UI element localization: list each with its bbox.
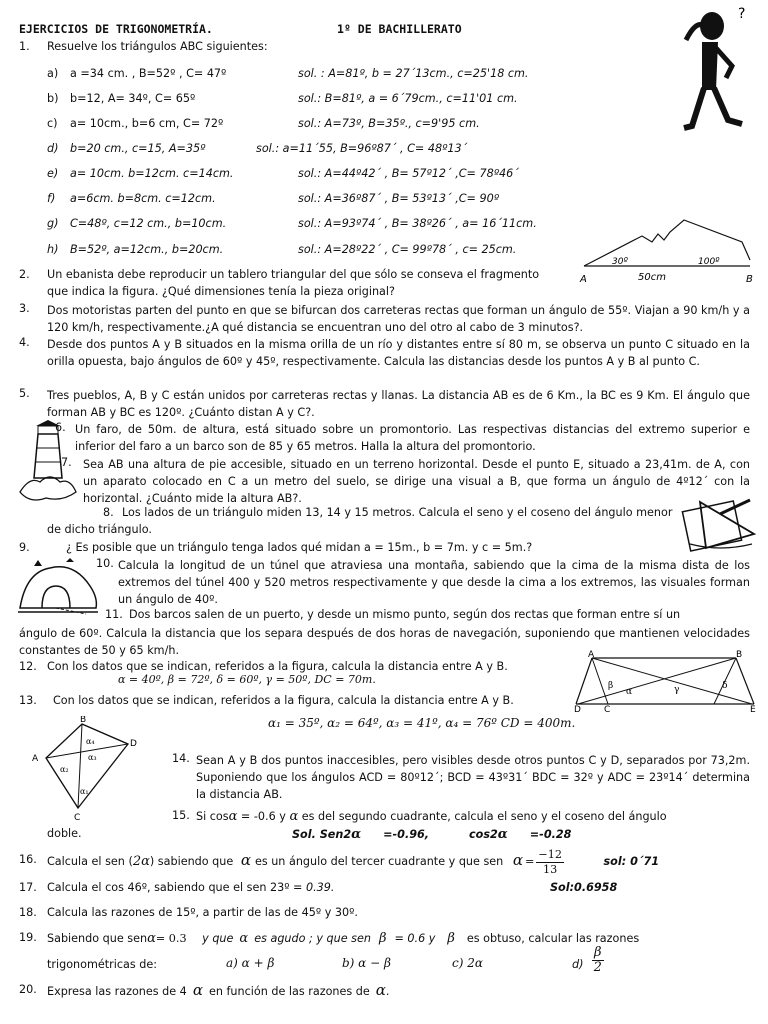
tunnel-mountain-icon — [16, 558, 100, 616]
q15-line2: doble. — [47, 827, 82, 840]
q1-item-label: a) — [47, 67, 59, 80]
q9-text: ¿ Es posible que un triángulo tenga lados qué midan a = 15m., b = 7m. y c = 5m.? — [66, 541, 533, 554]
q1-item-solution: sol.: A=93º74´ , B= 38º26´ , a= 16´11cm. — [298, 217, 537, 230]
q6-number: 6. — [55, 421, 66, 434]
q19-text: Sabiendo que sen — [47, 932, 148, 945]
q1-item-label: f) — [47, 192, 56, 205]
fraction — [536, 848, 564, 877]
figure-vertex-label: E — [750, 705, 756, 712]
q14-number: 14. — [172, 752, 190, 765]
q1-item-data: C=48º, c=12 cm., b=10cm. — [70, 217, 227, 230]
figure-vertex-label: D — [574, 705, 581, 712]
figure-angle-label: α — [626, 687, 633, 697]
q19-number: 19. — [19, 931, 37, 944]
q7-number: 7. — [61, 456, 72, 469]
q4-text: Desde dos puntos A y B situados en la misma orilla de un río y distantes entre sí 80 m, se observa un punto C situado en la orilla opuesta, bajo ángulos de 60º y 45º, respectivamente. Calcula las distancias desde los puntos A y B al punto C. — [47, 338, 750, 368]
q15-solution — [292, 827, 571, 842]
q1-item-solution: sol.: a=11´55, B=96º87´ , C= 48º13´ — [256, 142, 468, 155]
figure-angle-label: α₂ — [60, 765, 69, 774]
thinking-person-icon — [656, 4, 756, 136]
q19-text: y que — [202, 932, 234, 945]
q5-text: Tres pueblos, A, B y C están unidos por carreteras rectas y llanas. La distancia AB es de 6 Km., la BC es 9 Km. El ángulo que forman AB y BC es 120º. ¿Cuánto distan A y C?. — [47, 389, 750, 419]
q1-prompt: Resuelve los triángulos ABC siguientes: — [47, 40, 268, 53]
q12-number: 12. — [19, 660, 37, 673]
fraction — [592, 946, 604, 975]
q2-number: 2. — [19, 268, 30, 281]
q15-text-mid: = -0.6 y — [237, 810, 290, 823]
alpha-symbol: α — [512, 851, 523, 869]
q15-text-post: es del segundo cuadrante, calcula el seno y el coseno del ángulo — [298, 810, 667, 823]
figure-base-label: 50cm — [638, 272, 666, 283]
q2-line2: que indica la figura. ¿Qué dimensiones tenía la pieza original? — [47, 285, 395, 298]
alpha-symbol: α — [375, 981, 386, 999]
q1-item-data: b=20 cm., c=15, A=35º — [70, 142, 206, 155]
figure-angle-label: β — [608, 681, 614, 691]
fraction-numerator: β — [594, 945, 602, 960]
alpha-symbol: α — [351, 827, 362, 842]
q14-text: Sean A y B dos puntos inaccesibles, pero visibles desde otros puntos C y D, separados por 73,2m. Suponiendo que los ángulos ACD = 80º12´; BCD = 43º31´ BDC = 32º y ADC = 23º14´ determina la distancia AB. — [196, 754, 750, 801]
q5-number: 5. — [19, 387, 30, 400]
figure-vertex-label: C — [604, 705, 611, 712]
q19-option-a: a) α + β — [226, 956, 275, 970]
q16-solution: sol: 0´71 — [603, 855, 660, 868]
drawing-tools-icon — [680, 494, 760, 556]
q1-item-data: a=6cm. b=8cm. c=12cm. — [70, 192, 216, 205]
q19-value: = 0.3 — [155, 932, 187, 945]
q15-sol-sen-value: =-0.96, — [383, 828, 430, 841]
q13-data: α₁ = 35º, α₂ = 64º, α₃ = 41º, α₄ = 76º CD = 400m. — [268, 716, 576, 730]
q1-item-label: b) — [47, 92, 59, 105]
figure-vertex-label: B — [736, 650, 743, 660]
figure-vertex-label: A — [580, 274, 587, 285]
q8-number: 8. — [103, 506, 114, 519]
q19-text: es agudo ; y que sen — [254, 932, 371, 945]
alpha-symbol: α — [240, 851, 251, 869]
q1-item-solution: sol.: A=28º22´ , C= 99º78´ , c= 25cm. — [298, 243, 517, 256]
course-label: 1º DE BACHILLERATO — [337, 22, 462, 36]
figure-vertex-label: A — [588, 650, 595, 660]
figure-vertex-label: A — [32, 754, 39, 764]
alpha-symbol: α — [239, 931, 249, 946]
q3-number: 3. — [19, 302, 30, 315]
q1-item-label: e) — [47, 167, 59, 180]
q16-text-pre: Calcula el sen ( — [47, 855, 133, 868]
figure-angle-label: δ — [722, 681, 728, 691]
q20-text-post: en función de las razones de — [208, 985, 370, 998]
q15-number: 15. — [172, 809, 190, 822]
q19-option-c: c) 2α — [452, 956, 483, 970]
figure-angle-label: α₁ — [80, 787, 89, 796]
q9-number: 9. — [19, 541, 30, 554]
q16-argument: 2α — [132, 854, 150, 869]
q15-text-pre: Si cos — [196, 810, 229, 823]
q19-option-b: b) α − β — [342, 956, 391, 970]
q16-number: 16. — [19, 853, 37, 866]
figure-angle-label: γ — [674, 685, 680, 695]
q7-text: Sea AB una altura de pie accesible, situado en un terreno horizontal. Desde el punto E, situado a 23,41m. de A, con un aparato colocado en C a un metro del suelo, se dirige una visual a B, que forma un ángulo de 4º12´ con la horizontal. ¿Cuánto mide la altura AB?. — [83, 458, 750, 505]
q19-line2: trigonométricas de: — [47, 958, 157, 971]
q1-item-label: h) — [47, 243, 59, 256]
q1-item-data: a =34 cm. , B=52º , C= 47º — [70, 67, 227, 80]
q18-number: 18. — [19, 906, 37, 919]
q20-text-end: . — [385, 985, 390, 998]
q19-text: es obtuso, calcular las razones — [466, 932, 640, 945]
alpha-symbol: α — [497, 827, 508, 842]
q12-text: Con los datos que se indican, referidos a la figura, calcula la distancia entre A y B. — [47, 660, 508, 673]
q8-line1: Los lados de un triángulo miden 13, 14 y 15 metros. Calcula el seno y el coseno del ángulo menor — [122, 506, 673, 519]
q12-data: α = 40º, β = 72º, δ = 60º, γ = 50º, DC = 70m. — [118, 673, 376, 686]
q16-text — [47, 845, 659, 877]
page-title: EJERCICIOS DE TRIGONOMETRÍA. — [19, 22, 213, 36]
equals-sign: = — [524, 855, 535, 868]
q1-item-data: b=12, A= 34º, C= 65º — [70, 92, 196, 105]
q1-item-label: g) — [47, 217, 59, 230]
q20-number: 20. — [19, 983, 37, 996]
q8-line2: de dicho triángulo. — [47, 523, 152, 536]
figure-vertex-label: B — [80, 716, 87, 725]
svg-text:?: ? — [738, 6, 746, 22]
alpha-symbol: α — [289, 809, 299, 824]
q2-line1: Un ebanista debe reproducir un tablero triangular del que sólo se conseva el fragmento — [47, 268, 540, 281]
q1-item-solution: sol.: A=44º42´ , B= 57º12´ ,C= 78º46´ — [298, 167, 519, 180]
q1-item-label: c) — [47, 117, 58, 130]
figure-angle-label: 100º — [698, 257, 720, 267]
q16-text-post: es un ángulo del tercer cuadrante y que sen — [254, 855, 504, 868]
q16-text-mid: ) sabiendo que — [149, 855, 234, 868]
q10-number: 10. — [96, 557, 114, 570]
q19-value: = 0.6 y — [394, 932, 436, 945]
figure-angle-label: α₃ — [88, 753, 97, 762]
q1-item-data: a= 10cm., b=6 cm, C= 72º — [70, 117, 224, 130]
q10-text: Calcula la longitud de un túnel que atraviesa una montaña, sabiendo que la cima de la misma dista de los extremos del túnel 400 y 520 metros respectivamente y que desde la cima a los extremos, las visuales forman un ángulo de 40º. — [118, 559, 750, 606]
q19-option-d: d) — [572, 958, 584, 971]
q17-solution: Sol:0.6958 — [550, 881, 618, 894]
q15-sol-cos: cos2 — [469, 828, 498, 841]
q1-item-data: B=52º, a=12cm., b=20cm. — [70, 243, 224, 256]
figure-angle-label: α₄ — [86, 737, 95, 746]
fraction-denominator: 2 — [593, 960, 602, 975]
q11-number: 11. — [105, 608, 123, 621]
figure-angle-label: 30º — [612, 257, 628, 267]
beta-symbol: β — [447, 931, 455, 946]
q1-item-solution: sol.: A=73º, B=35º., c=9'95 cm. — [298, 117, 480, 130]
q13-number: 13. — [19, 694, 37, 707]
q17-text — [47, 881, 334, 894]
alpha-symbol: α — [192, 981, 203, 999]
q11-text: ángulo de 60º. Calcula la distancia que los separa después de dos horas de navegación, suponiendo que mantienen velocidades constantes de 50 y 65 km/h. — [19, 627, 750, 657]
fraction-numerator: −12 — [538, 847, 562, 861]
q1-item-solution: sol. : A=81º, b = 27´13cm., c=25'18 cm. — [298, 67, 529, 80]
q1-item-data: a= 10cm. b=12cm. c=14cm. — [70, 167, 234, 180]
figure-vertex-label: B — [746, 274, 753, 285]
alpha-symbol: α — [228, 809, 238, 824]
figure-vertex-label: C — [74, 813, 81, 822]
q17-text-main: Calcula el cos 46º, sabiendo que el sen 23º = — [47, 881, 306, 894]
alpha-symbol: α — [147, 931, 156, 946]
q15-sol-cos-value: =-0.28 — [529, 828, 572, 841]
q1-item-solution: sol.: A=36º87´ , B= 53º13´ ,C= 90º — [298, 192, 499, 205]
q15-sol-sen: Sol. Sen2 — [292, 828, 352, 841]
q6-text: Un faro, de 50m. de altura, está situado sobre un promontorio. Las respectivas distancias del extremo superior e inferior del faro a un barco son de 85 y 65 metros. Halla la altura del promontorio. — [75, 423, 750, 453]
q3-text: Dos motoristas parten del punto en que se bifurcan dos carreteras rectas que forman un ángulo de 55º. Viajan a 90 km/h y a 120 km/h, respectivamente.¿A qué distancia se encuentran uno del otro al cabo de 3 minutos?. — [47, 304, 750, 334]
q17-value: 0.39. — [305, 881, 335, 894]
figure-vertex-label: D — [130, 739, 137, 749]
q1-number: 1. — [19, 40, 30, 53]
q11-line1: Dos barcos salen de un puerto, y desde un mismo punto, según dos rectas que forman entre sí un — [129, 608, 681, 621]
q15-line1 — [196, 809, 667, 824]
q17-number: 17. — [19, 881, 37, 894]
q1-item-label: d) — [47, 142, 59, 155]
fraction-denominator: 13 — [543, 862, 558, 876]
q19-line1 — [47, 931, 639, 946]
q20-text-pre: Expresa las razones de 4 — [47, 985, 187, 998]
beta-symbol: β — [378, 931, 387, 946]
broken-board-figure — [574, 214, 764, 290]
q13-text: Con los datos que se indican, referidos a la figura, calcula la distancia entre A y B. — [53, 694, 514, 707]
trapezoid-figure — [574, 650, 760, 712]
q1-item-solution: sol.: B=81º, a = 6´79cm., c=11'01 cm. — [298, 92, 518, 105]
q20-text — [47, 981, 389, 999]
q18-text: Calcula las razones de 15º, a partir de las de 45º y 30º. — [47, 906, 358, 919]
q4-number: 4. — [19, 336, 30, 349]
quadrilateral-figure — [28, 716, 148, 822]
